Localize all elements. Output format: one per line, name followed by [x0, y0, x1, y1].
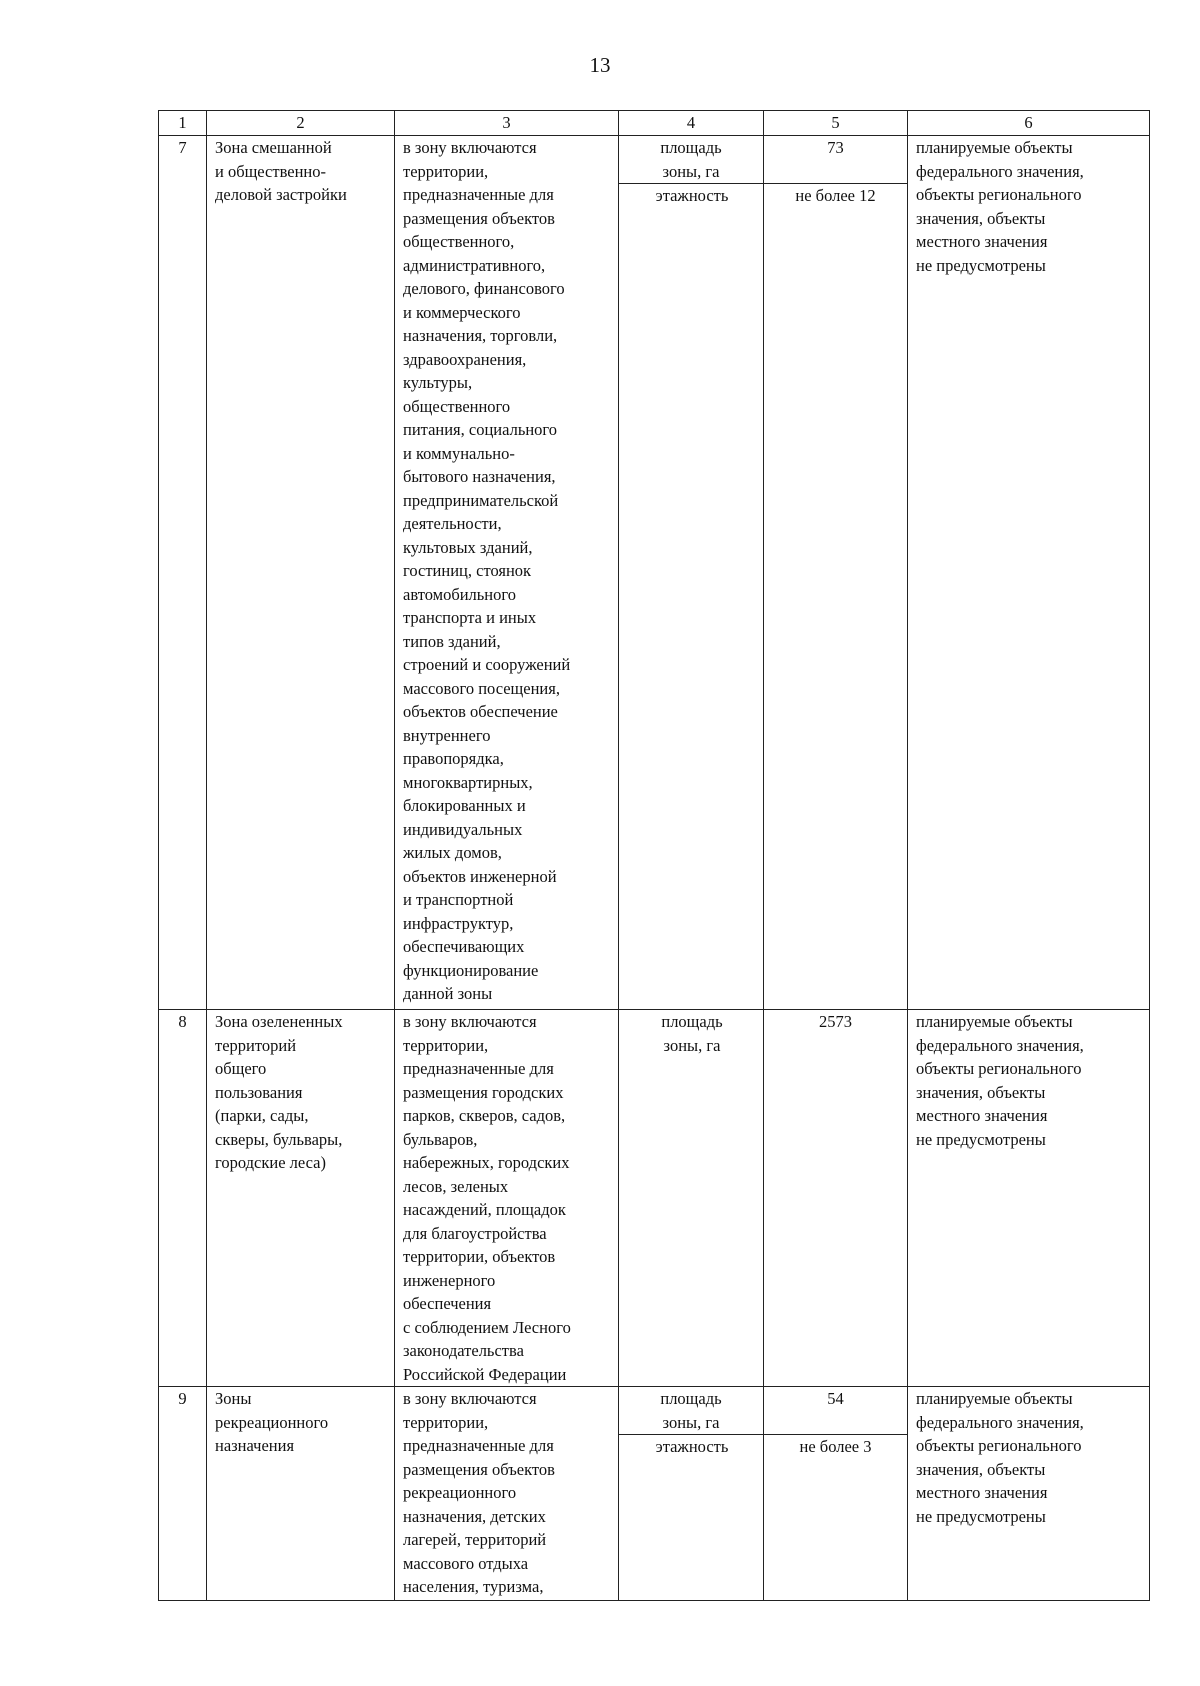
table-row [159, 136, 1150, 1010]
notes-cell [908, 1010, 1150, 1387]
parameter-value-text: 73 [827, 138, 844, 157]
description-line: размещения объектов [403, 208, 555, 228]
description-line: инфраструктур, [403, 913, 514, 933]
parameter-cell [619, 1010, 764, 1387]
zone-name-line: пользования [215, 1082, 303, 1102]
zone-description [395, 1010, 619, 1387]
description-line: набережных, городских [403, 1153, 570, 1172]
description-line: назначения, торговли, [403, 326, 558, 345]
description-line: инженерного [403, 1270, 496, 1290]
column-header: 4 [619, 111, 764, 136]
description-line: индивидуальных [403, 819, 523, 839]
zones-table [158, 110, 1150, 1601]
note-line: объекты регионального [916, 1436, 1082, 1455]
row-number: 9 [159, 1387, 207, 1601]
description-line: насаждений, площадок [403, 1200, 566, 1219]
description-line: размещения городских [403, 1082, 564, 1102]
description-line: объектов обеспечение [403, 702, 558, 721]
description-line: в зону включаются [403, 138, 537, 157]
parameter-label [619, 136, 763, 184]
description-line: лагерей, территорий [403, 1530, 547, 1549]
column-header: 3 [395, 111, 619, 136]
description-line: предпринимательской [403, 490, 559, 510]
description-line: парков, скверов, садов, [403, 1106, 566, 1125]
note-line: не предусмотрены [916, 1506, 1046, 1526]
note-line: не предусмотрены [916, 255, 1046, 275]
description-line: бульваров, [403, 1129, 478, 1149]
description-line: общественного [403, 396, 511, 416]
row-number: 7 [159, 136, 207, 1010]
zone-name-line: городские леса) [215, 1153, 326, 1172]
parameter-label-line: зоны, га [662, 161, 720, 181]
description-line: в зону включаются [403, 1389, 537, 1408]
parameter-label-line: зоны, га [663, 1035, 721, 1055]
column-header: 5 [764, 111, 908, 136]
description-line: деятельности, [403, 514, 502, 533]
table-row [159, 1387, 1150, 1601]
note-line: значения, объекты [916, 208, 1046, 228]
table-header-row [159, 111, 1150, 136]
description-line: рекреационного [403, 1483, 517, 1502]
note-line: местного значения [916, 232, 1048, 251]
description-line: предназначенные для [403, 1059, 554, 1078]
description-line: типов зданий, [403, 631, 501, 651]
description-line: обеспечения [403, 1294, 492, 1313]
description-line: территории, [403, 161, 489, 181]
parameter-value-text: не более 12 [795, 186, 876, 205]
description-line: административного, [403, 255, 546, 275]
description-line: строений и сооружений [403, 655, 571, 674]
description-line: бытового назначения, [403, 467, 556, 486]
parameter-value [764, 136, 907, 184]
description-line: массового отдыха [403, 1553, 529, 1573]
zone-name-line: общего [215, 1059, 267, 1078]
description-line: территории, [403, 1035, 489, 1055]
description-line: правопорядка, [403, 749, 504, 768]
column-header: 6 [908, 111, 1150, 136]
zone-name-line: Зона озелененных [215, 1012, 343, 1031]
description-line: предназначенные для [403, 1436, 554, 1455]
description-line: питания, социального [403, 420, 558, 439]
description-line: населения, туризма, [403, 1577, 544, 1596]
page-number: 13 [589, 53, 611, 77]
zone-description [395, 1387, 619, 1601]
description-line: общественного, [403, 232, 515, 251]
parameter-cell [619, 1387, 764, 1601]
note-line: значения, объекты [916, 1459, 1046, 1479]
value-cell [764, 1387, 908, 1601]
zone-name [207, 1010, 395, 1387]
zone-name-line: (парки, сады, [215, 1106, 309, 1125]
notes-cell [908, 136, 1150, 1010]
zone-name-line: Зоны [215, 1389, 252, 1408]
description-line: территории, [403, 1412, 489, 1432]
description-line: и транспортной [403, 890, 514, 909]
parameter-label [627, 1435, 757, 1459]
description-line: данной зоны [403, 984, 493, 1003]
note-line: планируемые объекты [916, 138, 1073, 157]
zone-name-line: назначения [215, 1436, 295, 1455]
column-header: 2 [207, 111, 395, 136]
parameter-value [764, 1010, 907, 1034]
note-line: местного значения [916, 1483, 1048, 1502]
parameter-label-line: зоны, га [662, 1412, 720, 1432]
description-line: в зону включаются [403, 1012, 537, 1031]
parameter-label [627, 1010, 757, 1057]
value-cell [764, 1010, 908, 1387]
description-line: культовых зданий, [403, 537, 533, 557]
notes-cell [908, 1387, 1150, 1601]
parameter-value [764, 1387, 907, 1435]
note-line: местного значения [916, 1106, 1048, 1125]
description-line: гостиниц, стоянок [403, 561, 532, 580]
description-line: жилых домов, [403, 843, 502, 862]
column-header: 1 [159, 111, 207, 136]
description-line: с соблюдением Лесного [403, 1317, 571, 1337]
parameter-value-text: не более 3 [799, 1437, 872, 1456]
zone-name [207, 136, 395, 1010]
note-line: федерального значения, [916, 1412, 1084, 1432]
table-row [159, 1010, 1150, 1387]
note-line: значения, объекты [916, 1082, 1046, 1102]
zone-description [395, 136, 619, 1010]
note-line: планируемые объекты [916, 1389, 1073, 1408]
parameter-value-text: 2573 [819, 1012, 852, 1031]
description-line: здравоохранения, [403, 349, 527, 369]
parameter-cell [619, 136, 764, 1010]
parameter-value [764, 1435, 907, 1459]
description-line: территории, объектов [403, 1247, 556, 1266]
description-line: транспорта и иных [403, 608, 537, 627]
description-line: автомобильного [403, 584, 516, 604]
value-cell [764, 136, 908, 1010]
description-line: предназначенные для [403, 185, 554, 204]
description-line: обеспечивающих [403, 937, 525, 956]
parameter-label-line: этажность [655, 1437, 729, 1456]
parameter-label-line: площадь [660, 138, 722, 157]
description-line: многоквартирных, [403, 772, 533, 792]
description-line: для благоустройства [403, 1223, 547, 1243]
note-line: не предусмотрены [916, 1129, 1046, 1149]
description-line: объектов инженерной [403, 866, 557, 886]
parameter-label [627, 184, 757, 208]
description-line: блокированных и [403, 796, 526, 815]
zone-name-line: скверы, бульвары, [215, 1129, 343, 1149]
parameter-value-text: 54 [827, 1389, 844, 1408]
description-line: и коммунально- [403, 443, 515, 463]
parameter-label-line: площадь [660, 1389, 722, 1408]
description-line: законодательства [403, 1341, 524, 1360]
description-line: внутреннего [403, 725, 491, 745]
description-line: делового, финансового [403, 279, 565, 298]
description-line: и коммерческого [403, 302, 521, 322]
zone-name-line: деловой застройки [215, 185, 347, 204]
parameter-label-line: площадь [661, 1012, 723, 1031]
description-line: размещения объектов [403, 1459, 555, 1479]
parameter-label-line: этажность [655, 186, 729, 205]
description-line: назначения, детских [403, 1506, 546, 1526]
description-line: лесов, зеленых [403, 1176, 509, 1196]
zone-name-line: и общественно- [215, 161, 326, 181]
row-number: 8 [159, 1010, 207, 1387]
zone-name [207, 1387, 395, 1601]
note-line: объекты регионального [916, 185, 1082, 204]
parameter-label [619, 1387, 763, 1435]
note-line: федерального значения, [916, 1035, 1084, 1055]
zone-name-line: Зона смешанной [215, 138, 332, 157]
parameter-value [764, 184, 907, 208]
zone-name-line: территорий [215, 1035, 297, 1055]
note-line: федерального значения, [916, 161, 1084, 181]
zone-name-line: рекреационного [215, 1412, 329, 1432]
description-line: Российской Федерации [403, 1364, 567, 1384]
note-line: объекты регионального [916, 1059, 1082, 1078]
note-line: планируемые объекты [916, 1012, 1073, 1031]
description-line: функционирование [403, 960, 539, 980]
description-line: культуры, [403, 373, 473, 392]
description-line: массового посещения, [403, 678, 560, 698]
